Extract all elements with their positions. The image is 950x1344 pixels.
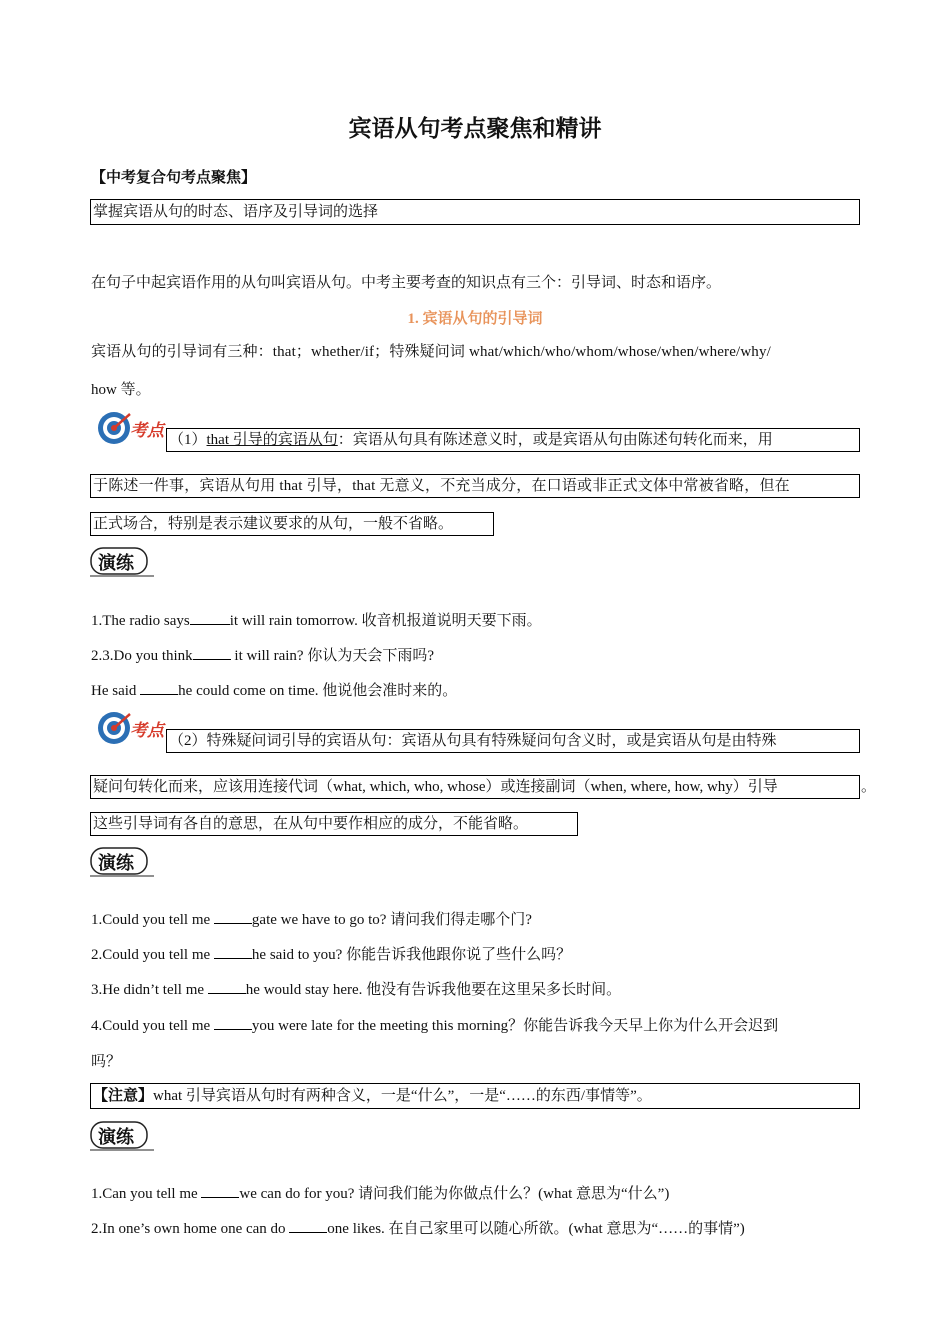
yanlian-badge: [90, 1119, 154, 1156]
yanlian-label: 演练: [98, 1127, 134, 1148]
practice2-item-cont: 吗？: [91, 1054, 122, 1070]
focus-box: [90, 199, 860, 225]
point2-line1: （2）特殊疑问词引导的宾语从句：宾语从句具有特殊疑问句含义时，或是宾语从句是由特殊: [169, 733, 777, 749]
note-box: [90, 1083, 860, 1109]
point2-line3-box: [90, 812, 578, 836]
kaodian-label: 考点: [130, 720, 164, 740]
practice2-item: 4.Could you tell me you were late for the meeting this morning？你能告诉我今天早上你为什么开会迟到: [91, 1015, 778, 1036]
point1-prefix: （1）: [169, 432, 207, 448]
practice1-item: 2.3.Do you think it will rain? 你认为天会下雨吗?: [91, 645, 434, 666]
point1-line3: 正式场合，特别是表示建议要求的从句，一般不省略。: [93, 516, 454, 532]
yanlian-label: 演练: [98, 853, 134, 874]
section-heading: 1. 宾语从句的引导词: [407, 311, 543, 327]
point2-line1-box: [166, 729, 860, 753]
focus-box-text: 掌握宾语从句的时态、语序及引导词的选择: [93, 204, 379, 220]
note-text: what 引导宾语从句时有两种含义，一是“什么”，一是“……的东西/事情等”。: [153, 1088, 652, 1104]
focus-header: 【中考复合句考点聚焦】: [91, 170, 257, 186]
kaodian-badge: [96, 408, 164, 448]
practice2-item: 3.He didn’t tell me he would stay here. 他没有告诉我他要在这里呆多长时间。: [91, 979, 621, 1000]
section1-line1: 宾语从句的引导词有三种：that；whether/if；特殊疑问词 what/which/who/whom/whose/when/where/why/: [91, 344, 771, 360]
point1-rest: ：宾语从句具有陈述意义时，或是宾语从句由陈述句转化而来，用: [337, 432, 773, 448]
practice2-item: 1.Could you tell me gate we have to go to? 请问我们得走哪个门?: [91, 909, 532, 930]
kaodian-badge: [96, 708, 164, 748]
kaodian-label: 考点: [130, 420, 164, 440]
point1-line2: 于陈述一件事，宾语从句用 that 引导，that 无意义，不充当成分，在口语或非正式文体中常被省略，但在: [93, 478, 790, 494]
practice3-item: 1.Can you tell me we can do for you? 请问我们能为你做点什么？(what 意思为“什么”): [91, 1183, 669, 1204]
point1-line3-box: [90, 512, 494, 536]
practice3-item: 2.In one’s own home one can do one likes. 在自己家里可以随心所欲。(what 意思为“……的事情”): [91, 1218, 745, 1239]
practice1-item: 1.The radio says it will rain tomorrow. 收音机报道说明天要下雨。: [91, 610, 542, 631]
point2-line2: 疑问句转化而来，应该用连接代词（what, which, who, whose）或连接副词（when, where, how, why）引导: [93, 779, 778, 795]
point1-line2-box: [90, 474, 860, 498]
point2-line2-box: [90, 775, 860, 799]
practice1-item: He said he could come on time. 他说他会准时来的。: [91, 680, 457, 701]
practice2-item: 2.Could you tell me he said to you? 你能告诉我他跟你说了些什么吗？: [91, 944, 571, 965]
page-title: 宾语从句考点聚焦和精讲: [348, 116, 602, 141]
point2-line2-tail: 。: [861, 779, 877, 795]
yanlian-badge: [90, 545, 154, 582]
intro-paragraph: 在句子中起宾语作用的从句叫宾语从句。中考主要考查的知识点有三个：引导词、时态和语序。: [91, 275, 722, 291]
yanlian-badge: [90, 845, 154, 882]
yanlian-label: 演练: [98, 553, 134, 574]
note-label: 【注意】: [93, 1088, 154, 1104]
section1-line2: how 等。: [91, 382, 151, 398]
point1-line1-box: [166, 428, 860, 452]
point1-underlined: that 引导的宾语从句: [206, 432, 338, 448]
point2-line3: 这些引导词有各自的意思，在从句中要作相应的成分，不能省略。: [93, 816, 529, 832]
